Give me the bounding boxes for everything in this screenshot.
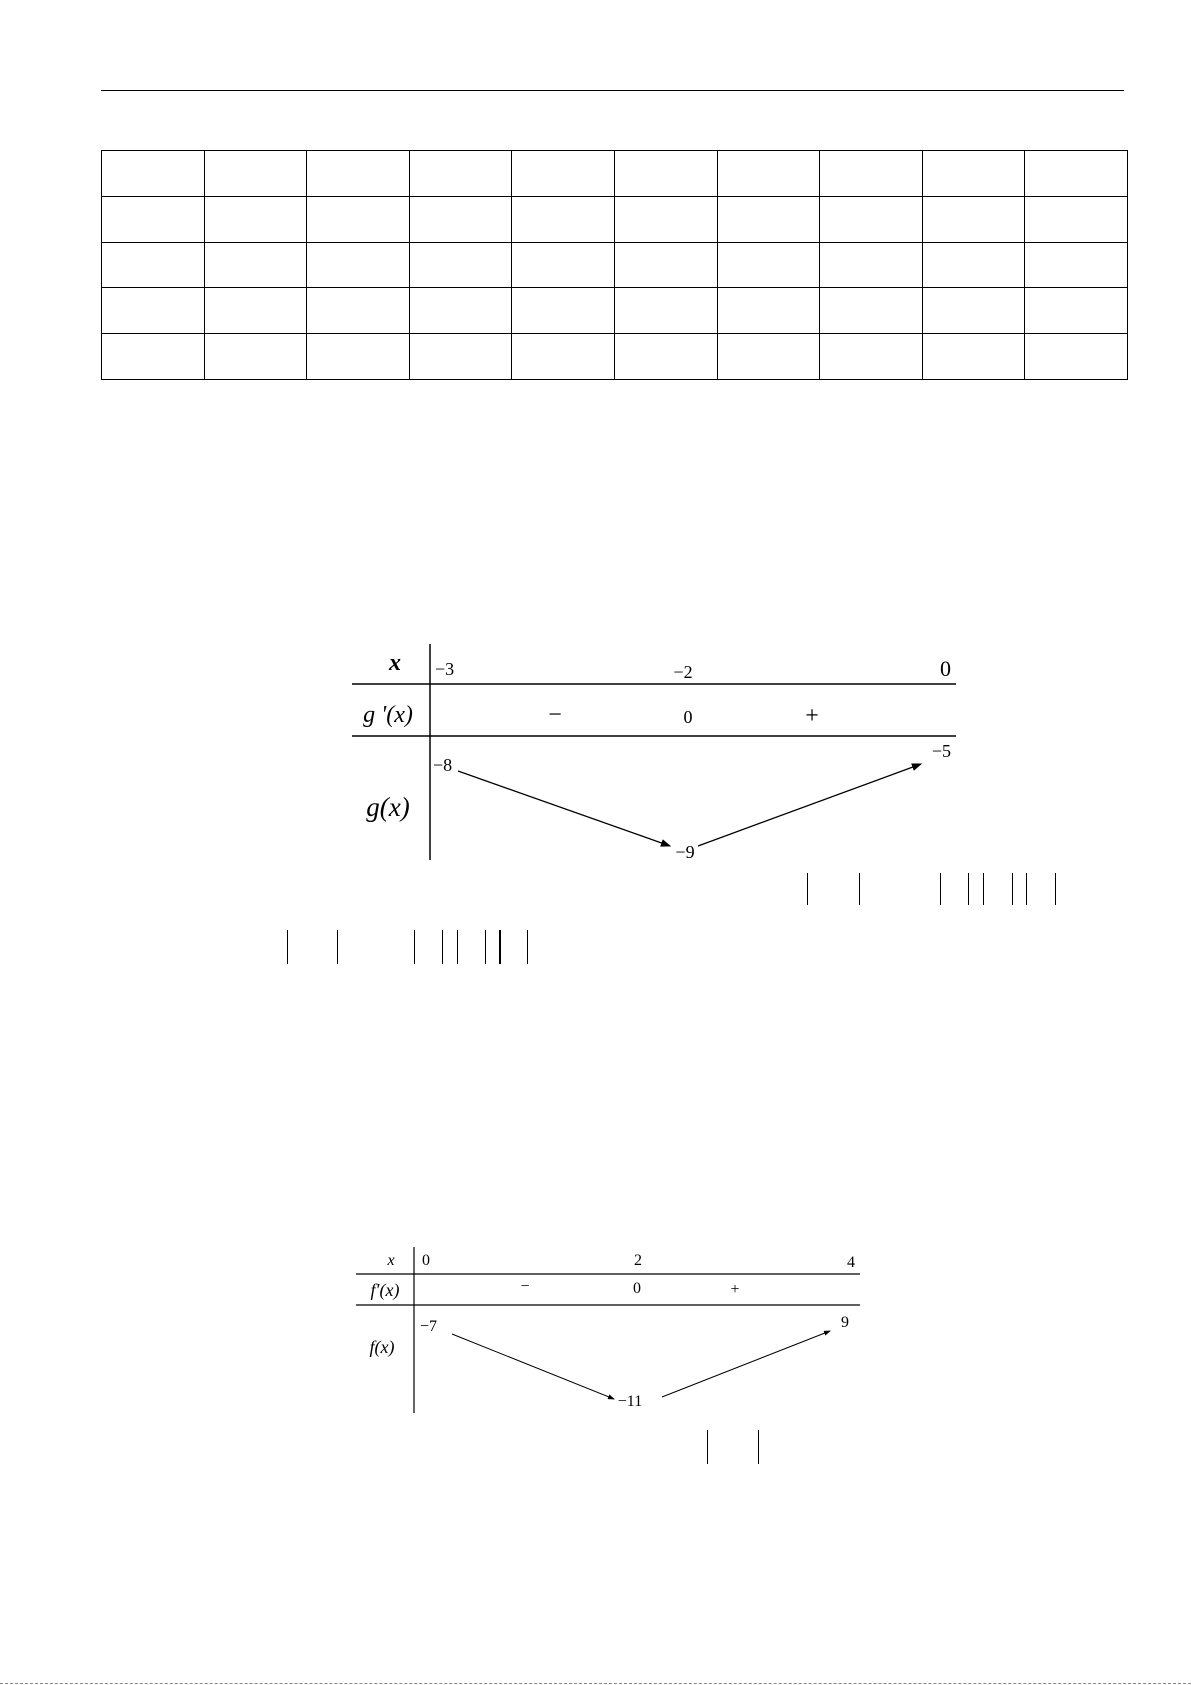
table1-increase-arrow (698, 764, 921, 846)
header-rule (101, 90, 1124, 91)
abs-bar (1055, 873, 1056, 905)
answer-grid-cell (512, 288, 615, 334)
table2-increase-arrow (662, 1331, 830, 1397)
abs-bar (1012, 873, 1013, 905)
abs-bar (983, 873, 984, 905)
answer-grid-cell (307, 196, 410, 242)
abs-bar (968, 873, 969, 905)
table2-derivative-label: f′(x) (370, 1280, 400, 1300)
table1-x-value-2: −2 (673, 662, 693, 682)
answer-grid-cell (820, 334, 923, 380)
table2-decrease-arrow (452, 1334, 614, 1399)
answer-grid-cell (409, 288, 512, 334)
answer-grid-cell (102, 196, 205, 242)
footer-rule (0, 1683, 1191, 1684)
answer-grid-row (102, 242, 1128, 288)
answer-grid-row (102, 334, 1128, 380)
table2-value-end: 9 (841, 1314, 849, 1331)
abs-bar (940, 873, 941, 905)
answer-grid-cell (614, 242, 717, 288)
answer-grid-cell (102, 288, 205, 334)
answer-grid-cell (820, 151, 923, 197)
table1-sign-negative: − (548, 702, 562, 728)
answer-grid-cell (1025, 196, 1128, 242)
answer-grid-cell (409, 334, 512, 380)
table1-sign-positive: + (805, 703, 819, 729)
answer-grid-row (102, 151, 1128, 197)
abs-bar (414, 930, 415, 964)
table2-x-value-1: 0 (422, 1252, 430, 1269)
table1-derivative-label: g '(x) (363, 702, 413, 728)
answer-grid-cell (922, 151, 1025, 197)
table1-decrease-arrow (458, 771, 670, 846)
answer-grid-cell (307, 288, 410, 334)
answer-grid-cell (409, 242, 512, 288)
answer-grid-cell (922, 334, 1025, 380)
answer-grid-cell (512, 334, 615, 380)
variation-table-f (352, 1245, 872, 1415)
variation-table-g (350, 640, 960, 865)
answer-grid-cell (717, 242, 820, 288)
answer-grid-cell (717, 151, 820, 197)
table1-function-label: g(x) (366, 792, 410, 822)
table1-value-end: −5 (931, 741, 951, 761)
abs-bar (707, 1430, 708, 1464)
abs-bar (499, 930, 501, 964)
answer-grid-cell (102, 242, 205, 288)
answer-grid-cell (409, 196, 512, 242)
answer-grid-cell (820, 288, 923, 334)
answer-grid-cell (1025, 288, 1128, 334)
abs-bar (807, 873, 808, 905)
answer-grid-row (102, 288, 1128, 334)
answer-grid-cell (717, 334, 820, 380)
table2-x-value-2: 2 (634, 1252, 642, 1269)
answer-grid (101, 150, 1128, 380)
abs-bar (337, 930, 338, 964)
answer-grid-cell (1025, 334, 1128, 380)
answer-grid-cell (820, 242, 923, 288)
abs-bar (1026, 873, 1027, 905)
table2-function-label: f(x) (369, 1337, 395, 1357)
table2-x-label: x (387, 1252, 395, 1269)
table1-x-label: x (389, 650, 401, 676)
answer-grid-cell (717, 196, 820, 242)
answer-grid-cell (614, 196, 717, 242)
answer-grid-cell (307, 334, 410, 380)
answer-grid-cell (1025, 151, 1128, 197)
abs-bar (287, 930, 288, 964)
table2-value-start: −7 (420, 1318, 438, 1335)
answer-grid-cell (102, 151, 205, 197)
answer-grid-cell (204, 334, 307, 380)
table1-value-start: −8 (433, 755, 453, 775)
abs-bar (485, 930, 486, 964)
answer-grid-cell (204, 288, 307, 334)
table2-value-min: −11 (617, 1393, 643, 1410)
answer-grid-cell (307, 151, 410, 197)
answer-grid-cell (922, 288, 1025, 334)
table2-x-value-3: 4 (847, 1254, 855, 1271)
table1-x-value-1: −3 (435, 659, 455, 679)
answer-grid-cell (409, 151, 512, 197)
answer-grid-cell (1025, 242, 1128, 288)
answer-grid-row (102, 196, 1128, 242)
answer-grid-cell (820, 196, 923, 242)
abs-bar (457, 930, 458, 964)
answer-grid-cell (717, 288, 820, 334)
answer-grid-cell (102, 334, 205, 380)
abs-bar (442, 930, 443, 964)
abs-bar (527, 930, 528, 964)
table2-sign-zero: 0 (633, 1280, 641, 1297)
table1-x-value-3: 0 (940, 656, 951, 681)
table2-sign-positive: + (730, 1281, 740, 1298)
table1-value-min: −9 (675, 842, 695, 862)
answer-grid-cell (614, 151, 717, 197)
abs-bar (859, 873, 860, 905)
answer-grid-cell (512, 151, 615, 197)
answer-grid-cell (204, 242, 307, 288)
answer-grid-cell (512, 242, 615, 288)
answer-grid-cell (614, 288, 717, 334)
answer-grid-cell (307, 242, 410, 288)
answer-grid-cell (204, 151, 307, 197)
answer-grid-cell (922, 242, 1025, 288)
table1-sign-zero: 0 (683, 707, 693, 727)
abs-bar (758, 1430, 759, 1464)
answer-grid-cell (614, 334, 717, 380)
answer-grid-cell (204, 196, 307, 242)
answer-grid-cell (512, 196, 615, 242)
table2-sign-negative: − (520, 1278, 530, 1295)
answer-grid-cell (922, 196, 1025, 242)
